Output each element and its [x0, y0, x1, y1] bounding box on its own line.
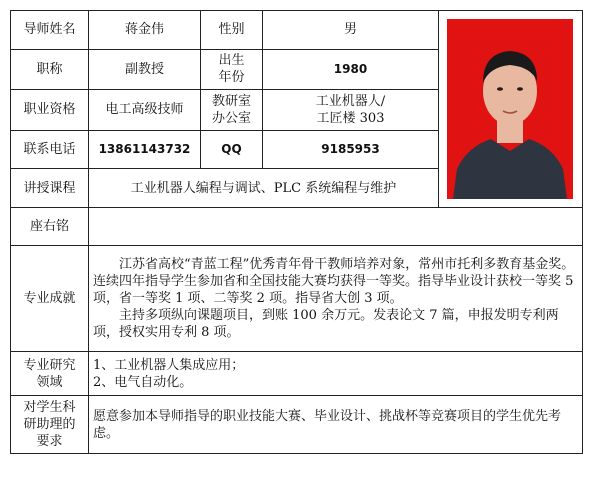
label-title: 职称 [11, 49, 89, 90]
label-birth-year: 出生 年份 [201, 49, 263, 90]
achievement-paragraph: 江苏省高校“青蓝工程”优秀青年骨干教师培养对象，常州市托利多教育基金奖。连续四年指导学生参加省和全国技能大赛均获得一等奖。指导毕业设计获校一等奖 5 项，省一等奖 1 项、二等奖 2 项。指导省大创 3 项。 [93, 257, 575, 306]
label-name: 导师姓名 [11, 11, 89, 50]
label-qq: QQ [201, 130, 263, 169]
label-requirements: 对学生科 研助理的 要求 [11, 396, 89, 454]
label-achievements: 专业成就 [11, 246, 89, 352]
value-achievements [89, 246, 583, 352]
label-phone: 联系电话 [11, 130, 89, 169]
value-qq: 9185953 [263, 130, 439, 169]
label-research: 专业研究 领域 [11, 352, 89, 396]
portrait-illustration [447, 19, 573, 199]
research-item: 2、电气自动化。 [93, 374, 193, 390]
value-gender: 男 [263, 11, 439, 50]
mentor-profile-table [10, 10, 583, 454]
photo-cell [439, 11, 583, 208]
value-research [89, 352, 583, 396]
achievement-paragraph: 主持多项纵向课题项目，到账 100 余万元。发表论文 7 篇，申报发明专利两项，授权实用专利 8 项。 [93, 308, 559, 340]
label-courses: 讲授课程 [11, 169, 89, 208]
value-birth-year: 1980 [263, 49, 439, 90]
mentor-photo [447, 19, 573, 199]
value-motto [89, 208, 583, 246]
label-qualification: 职业资格 [11, 90, 89, 131]
value-office: 工业机器人/ 工匠楼 303 [263, 90, 439, 131]
value-phone: 13861143732 [89, 130, 201, 169]
label-office: 教研室 办公室 [201, 90, 263, 131]
research-item: 1、工业机器人集成应用； [93, 357, 245, 373]
value-title: 副教授 [89, 49, 201, 90]
value-courses: 工业机器人编程与调试、PLC 系统编程与维护 [89, 169, 439, 208]
label-gender: 性别 [201, 11, 263, 50]
value-name: 蒋金伟 [89, 11, 201, 50]
value-requirements: 愿意参加本导师指导的职业技能大赛、毕业设计、挑战杯等竞赛项目的学生优先考虑。 [89, 396, 583, 454]
label-motto: 座右铭 [11, 208, 89, 246]
value-qualification: 电工高级技师 [89, 90, 201, 131]
